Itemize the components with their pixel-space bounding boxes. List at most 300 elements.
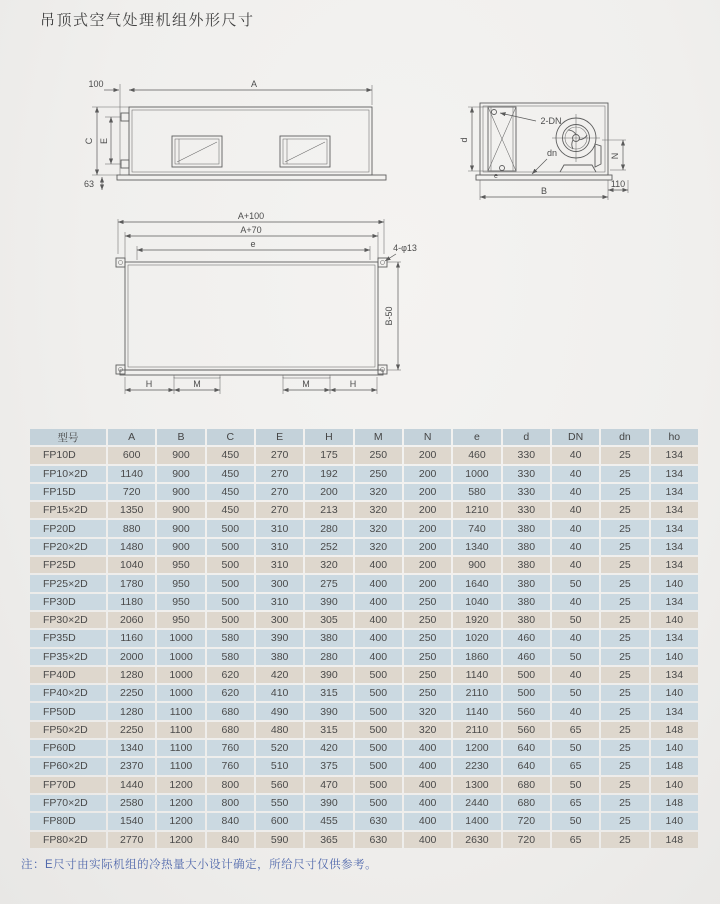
model-cell: FP70D <box>30 777 106 793</box>
value-cell: 330 <box>503 502 550 518</box>
mount-hole <box>119 368 123 372</box>
value-cell: 300 <box>256 612 303 628</box>
value-cell: 270 <box>256 447 303 463</box>
column-header: E <box>256 429 303 445</box>
value-cell: 400 <box>404 832 451 848</box>
value-cell: 500 <box>207 612 254 628</box>
value-cell: 25 <box>601 795 648 811</box>
column-header: DN <box>552 429 599 445</box>
value-cell: 1480 <box>108 539 155 555</box>
value-cell: 1280 <box>108 667 155 683</box>
table-row <box>30 813 698 829</box>
value-cell: 25 <box>601 685 648 701</box>
front-view-drawing <box>78 76 428 198</box>
value-cell: 640 <box>503 758 550 774</box>
value-cell: 1640 <box>453 575 500 591</box>
value-cell: 460 <box>503 649 550 665</box>
value-cell: 380 <box>503 539 550 555</box>
value-cell: 40 <box>552 630 599 646</box>
value-cell: 140 <box>651 575 698 591</box>
value-cell: 252 <box>305 539 352 555</box>
mount-hole <box>381 261 385 265</box>
value-cell: 134 <box>651 557 698 573</box>
table-row <box>30 667 698 683</box>
value-cell: 1540 <box>108 813 155 829</box>
value-cell: 520 <box>256 740 303 756</box>
value-cell: 310 <box>256 557 303 573</box>
value-cell: 25 <box>601 667 648 683</box>
dim-label-C: C <box>84 137 94 145</box>
value-cell: 200 <box>305 484 352 500</box>
value-cell: 720 <box>503 832 550 848</box>
value-cell: 1160 <box>108 630 155 646</box>
value-cell: 148 <box>651 758 698 774</box>
model-cell: FP80×2D <box>30 832 106 848</box>
model-cell: FP25×2D <box>30 575 106 591</box>
value-cell: 400 <box>355 575 402 591</box>
value-cell: 1920 <box>453 612 500 628</box>
dim-label-2dn: 2-DN <box>540 116 562 126</box>
table-row <box>30 832 698 848</box>
value-cell: 1350 <box>108 502 155 518</box>
mount-hole <box>119 261 123 265</box>
value-cell: 310 <box>256 520 303 536</box>
value-cell: 200 <box>404 447 451 463</box>
value-cell: 1100 <box>157 722 204 738</box>
value-cell: 380 <box>503 612 550 628</box>
value-cell: 50 <box>552 575 599 591</box>
value-cell: 200 <box>404 520 451 536</box>
value-cell: 25 <box>601 575 648 591</box>
value-cell: 1140 <box>453 667 500 683</box>
column-header: N <box>404 429 451 445</box>
value-cell: 320 <box>355 539 402 555</box>
value-cell: 400 <box>355 594 402 610</box>
value-cell: 380 <box>503 575 550 591</box>
value-cell: 2000 <box>108 649 155 665</box>
model-cell: FP10D <box>30 447 106 463</box>
value-cell: 40 <box>552 539 599 555</box>
model-cell: FP30D <box>30 594 106 610</box>
dim-label-a70: A+70 <box>240 225 262 235</box>
value-cell: 50 <box>552 649 599 665</box>
column-header: dn <box>601 429 648 445</box>
value-cell: 140 <box>651 649 698 665</box>
value-cell: 380 <box>503 520 550 536</box>
value-cell: 1040 <box>108 557 155 573</box>
mount-hole <box>381 368 385 372</box>
value-cell: 500 <box>355 703 402 719</box>
value-cell: 330 <box>503 447 550 463</box>
value-cell: 400 <box>404 813 451 829</box>
value-cell: 500 <box>207 520 254 536</box>
column-header: H <box>305 429 352 445</box>
value-cell: 450 <box>207 447 254 463</box>
value-cell: 1200 <box>157 777 204 793</box>
value-cell: 330 <box>503 484 550 500</box>
value-cell: 50 <box>552 777 599 793</box>
value-cell: 40 <box>552 557 599 573</box>
value-cell: 390 <box>305 703 352 719</box>
value-cell: 1200 <box>157 832 204 848</box>
drain-circle <box>500 166 505 171</box>
value-cell: 1180 <box>108 594 155 610</box>
value-cell: 500 <box>207 594 254 610</box>
value-cell: 480 <box>256 722 303 738</box>
value-cell: 900 <box>157 539 204 555</box>
value-cell: 50 <box>552 813 599 829</box>
value-cell: 134 <box>651 520 698 536</box>
value-cell: 950 <box>157 575 204 591</box>
value-cell: 500 <box>207 539 254 555</box>
dim-label-H1: H <box>145 379 153 389</box>
value-cell: 134 <box>651 502 698 518</box>
value-cell: 1210 <box>453 502 500 518</box>
value-cell: 455 <box>305 813 352 829</box>
value-cell: 400 <box>355 630 402 646</box>
value-cell: 65 <box>552 832 599 848</box>
value-cell: 1340 <box>108 740 155 756</box>
dimension-table <box>28 427 700 850</box>
column-header: 型号 <box>30 429 106 445</box>
dim-label-A: A <box>250 79 258 89</box>
value-cell: 148 <box>651 795 698 811</box>
dim-label-H2: H <box>349 379 357 389</box>
table-row <box>30 722 698 738</box>
value-cell: 2580 <box>108 795 155 811</box>
value-cell: 410 <box>256 685 303 701</box>
value-cell: 40 <box>552 594 599 610</box>
value-cell: 400 <box>355 557 402 573</box>
value-cell: 140 <box>651 740 698 756</box>
value-cell: 380 <box>305 630 352 646</box>
value-cell: 250 <box>355 466 402 482</box>
value-cell: 560 <box>503 722 550 738</box>
dim-label-B: B <box>540 186 548 196</box>
value-cell: 25 <box>601 722 648 738</box>
value-cell: 1200 <box>157 813 204 829</box>
value-cell: 900 <box>157 466 204 482</box>
value-cell: 460 <box>503 630 550 646</box>
column-header: A <box>108 429 155 445</box>
column-header: ho <box>651 429 698 445</box>
value-cell: 1000 <box>157 667 204 683</box>
model-cell: FP80D <box>30 813 106 829</box>
value-cell: 200 <box>404 575 451 591</box>
fan-outlet <box>595 144 601 167</box>
value-cell: 500 <box>503 667 550 683</box>
dim-label-holes: 4-φ13 <box>393 243 417 253</box>
value-cell: 2110 <box>453 722 500 738</box>
table-row <box>30 685 698 701</box>
table-row <box>30 520 698 536</box>
value-cell: 500 <box>503 685 550 701</box>
value-cell: 250 <box>404 685 451 701</box>
value-cell: 270 <box>256 502 303 518</box>
value-cell: 140 <box>651 612 698 628</box>
model-cell: FP20×2D <box>30 539 106 555</box>
table-row <box>30 777 698 793</box>
table-row <box>30 557 698 573</box>
value-cell: 2060 <box>108 612 155 628</box>
value-cell: 134 <box>651 484 698 500</box>
value-cell: 40 <box>552 667 599 683</box>
value-cell: 1100 <box>157 740 204 756</box>
model-cell: FP10×2D <box>30 466 106 482</box>
value-cell: 580 <box>207 649 254 665</box>
model-cell: FP50D <box>30 703 106 719</box>
value-cell: 148 <box>651 722 698 738</box>
value-cell: 320 <box>355 484 402 500</box>
value-cell: 1040 <box>453 594 500 610</box>
model-cell: FP40×2D <box>30 685 106 701</box>
value-cell: 1000 <box>157 685 204 701</box>
value-cell: 680 <box>503 795 550 811</box>
value-cell: 390 <box>305 594 352 610</box>
value-cell: 450 <box>207 484 254 500</box>
value-cell: 900 <box>157 447 204 463</box>
value-cell: 65 <box>552 758 599 774</box>
value-cell: 400 <box>355 649 402 665</box>
value-cell: 2770 <box>108 832 155 848</box>
value-cell: 680 <box>207 722 254 738</box>
value-cell: 420 <box>256 667 303 683</box>
value-cell: 134 <box>651 703 698 719</box>
value-cell: 630 <box>355 832 402 848</box>
value-cell: 500 <box>355 722 402 738</box>
dim-label-E: E <box>99 137 109 145</box>
value-cell: 200 <box>404 539 451 555</box>
model-cell: FP30×2D <box>30 612 106 628</box>
model-cell: FP35D <box>30 630 106 646</box>
value-cell: 375 <box>305 758 352 774</box>
value-cell: 134 <box>651 594 698 610</box>
value-cell: 50 <box>552 740 599 756</box>
value-cell: 134 <box>651 447 698 463</box>
value-cell: 1300 <box>453 777 500 793</box>
value-cell: 500 <box>355 740 402 756</box>
value-cell: 25 <box>601 520 648 536</box>
value-cell: 560 <box>503 703 550 719</box>
table-header <box>30 429 698 445</box>
value-cell: 1780 <box>108 575 155 591</box>
header-row <box>30 429 698 445</box>
value-cell: 2250 <box>108 722 155 738</box>
value-cell: 213 <box>305 502 352 518</box>
value-cell: 2370 <box>108 758 155 774</box>
value-cell: 580 <box>207 630 254 646</box>
value-cell: 1020 <box>453 630 500 646</box>
value-cell: 900 <box>157 502 204 518</box>
value-cell: 840 <box>207 813 254 829</box>
model-cell: FP50×2D <box>30 722 106 738</box>
value-cell: 134 <box>651 667 698 683</box>
model-cell: FP25D <box>30 557 106 573</box>
dim-label-100: 100 <box>88 79 104 89</box>
value-cell: 50 <box>552 612 599 628</box>
value-cell: 40 <box>552 502 599 518</box>
value-cell: 600 <box>108 447 155 463</box>
dim-label-b50: B-50 <box>384 306 394 326</box>
value-cell: 200 <box>404 502 451 518</box>
value-cell: 25 <box>601 612 648 628</box>
value-cell: 900 <box>157 484 204 500</box>
value-cell: 470 <box>305 777 352 793</box>
value-cell: 400 <box>404 740 451 756</box>
value-cell: 1440 <box>108 777 155 793</box>
value-cell: 1340 <box>453 539 500 555</box>
value-cell: 2250 <box>108 685 155 701</box>
value-cell: 500 <box>355 777 402 793</box>
value-cell: 380 <box>256 649 303 665</box>
value-cell: 1100 <box>157 703 204 719</box>
value-cell: 500 <box>207 557 254 573</box>
value-cell: 380 <box>503 594 550 610</box>
value-cell: 390 <box>256 630 303 646</box>
value-cell: 25 <box>601 594 648 610</box>
value-cell: 420 <box>305 740 352 756</box>
page-title: 吊顶式空气处理机组外形尺寸 <box>40 12 255 29</box>
pipe-connection-circle <box>492 110 497 115</box>
column-header: d <box>503 429 550 445</box>
value-cell: 1000 <box>453 466 500 482</box>
column-header: M <box>355 429 402 445</box>
table-row <box>30 740 698 756</box>
value-cell: 134 <box>651 630 698 646</box>
value-cell: 1100 <box>157 758 204 774</box>
value-cell: 900 <box>157 520 204 536</box>
value-cell: 840 <box>207 832 254 848</box>
dim-label-63: 63 <box>83 179 95 189</box>
value-cell: 280 <box>305 649 352 665</box>
table-row <box>30 758 698 774</box>
value-cell: 500 <box>207 575 254 591</box>
value-cell: 270 <box>256 466 303 482</box>
value-cell: 25 <box>601 466 648 482</box>
value-cell: 134 <box>651 539 698 555</box>
table-row <box>30 447 698 463</box>
value-cell: 1860 <box>453 649 500 665</box>
value-cell: 25 <box>601 447 648 463</box>
value-cell: 320 <box>355 502 402 518</box>
model-cell: FP15D <box>30 484 106 500</box>
model-cell: FP15×2D <box>30 502 106 518</box>
column-header: B <box>157 429 204 445</box>
column-header: C <box>207 429 254 445</box>
table-row <box>30 575 698 591</box>
value-cell: 630 <box>355 813 402 829</box>
value-cell: 740 <box>453 520 500 536</box>
value-cell: 1140 <box>108 466 155 482</box>
value-cell: 65 <box>552 795 599 811</box>
value-cell: 400 <box>404 758 451 774</box>
value-cell: 590 <box>256 832 303 848</box>
value-cell: 25 <box>601 649 648 665</box>
value-cell: 490 <box>256 703 303 719</box>
value-cell: 250 <box>404 649 451 665</box>
value-cell: 25 <box>601 758 648 774</box>
value-cell: 175 <box>305 447 352 463</box>
value-cell: 25 <box>601 630 648 646</box>
value-cell: 390 <box>305 795 352 811</box>
value-cell: 1200 <box>157 795 204 811</box>
value-cell: 1140 <box>453 703 500 719</box>
value-cell: 900 <box>453 557 500 573</box>
value-cell: 2440 <box>453 795 500 811</box>
value-cell: 25 <box>601 703 648 719</box>
value-cell: 140 <box>651 685 698 701</box>
value-cell: 450 <box>207 502 254 518</box>
model-cell: FP60×2D <box>30 758 106 774</box>
value-cell: 250 <box>404 667 451 683</box>
model-cell: FP70×2D <box>30 795 106 811</box>
value-cell: 640 <box>503 740 550 756</box>
table-row <box>30 594 698 610</box>
dim-label-d: d <box>459 137 469 143</box>
value-cell: 315 <box>305 685 352 701</box>
value-cell: 40 <box>552 520 599 536</box>
value-cell: 25 <box>601 502 648 518</box>
value-cell: 310 <box>256 539 303 555</box>
value-cell: 800 <box>207 795 254 811</box>
value-cell: 450 <box>207 466 254 482</box>
value-cell: 140 <box>651 777 698 793</box>
value-cell: 25 <box>601 539 648 555</box>
value-cell: 600 <box>256 813 303 829</box>
value-cell: 800 <box>207 777 254 793</box>
model-cell: FP60D <box>30 740 106 756</box>
dim-label-e: e <box>250 239 256 249</box>
value-cell: 760 <box>207 740 254 756</box>
value-cell: 40 <box>552 447 599 463</box>
value-cell: 65 <box>552 722 599 738</box>
dim-label-N: N <box>610 152 620 160</box>
value-cell: 950 <box>157 612 204 628</box>
value-cell: 365 <box>305 832 352 848</box>
value-cell: 560 <box>256 777 303 793</box>
table-row <box>30 484 698 500</box>
value-cell: 1200 <box>453 740 500 756</box>
value-cell: 680 <box>503 777 550 793</box>
value-cell: 460 <box>453 447 500 463</box>
footnote: 注：E尺寸由实际机组的冷热量大小设计确定，所给尺寸仅供参考。 <box>21 859 378 871</box>
value-cell: 500 <box>355 685 402 701</box>
value-cell: 134 <box>651 466 698 482</box>
value-cell: 510 <box>256 758 303 774</box>
value-cell: 320 <box>355 520 402 536</box>
value-cell: 300 <box>256 575 303 591</box>
value-cell: 250 <box>355 447 402 463</box>
value-cell: 310 <box>256 594 303 610</box>
dim-label-M2: M <box>302 379 310 389</box>
table-row <box>30 795 698 811</box>
value-cell: 500 <box>355 795 402 811</box>
value-cell: 620 <box>207 685 254 701</box>
value-cell: 192 <box>305 466 352 482</box>
table-row <box>30 502 698 518</box>
dim-label-M1: M <box>193 379 201 389</box>
value-cell: 200 <box>404 557 451 573</box>
end-view-drawing <box>452 80 720 205</box>
value-cell: 270 <box>256 484 303 500</box>
value-cell: 2630 <box>453 832 500 848</box>
value-cell: 140 <box>651 813 698 829</box>
dim-label-drain: e <box>494 173 498 180</box>
value-cell: 320 <box>404 722 451 738</box>
dim-label-dn: dn <box>546 148 558 158</box>
value-cell: 400 <box>355 612 402 628</box>
value-cell: 280 <box>305 520 352 536</box>
